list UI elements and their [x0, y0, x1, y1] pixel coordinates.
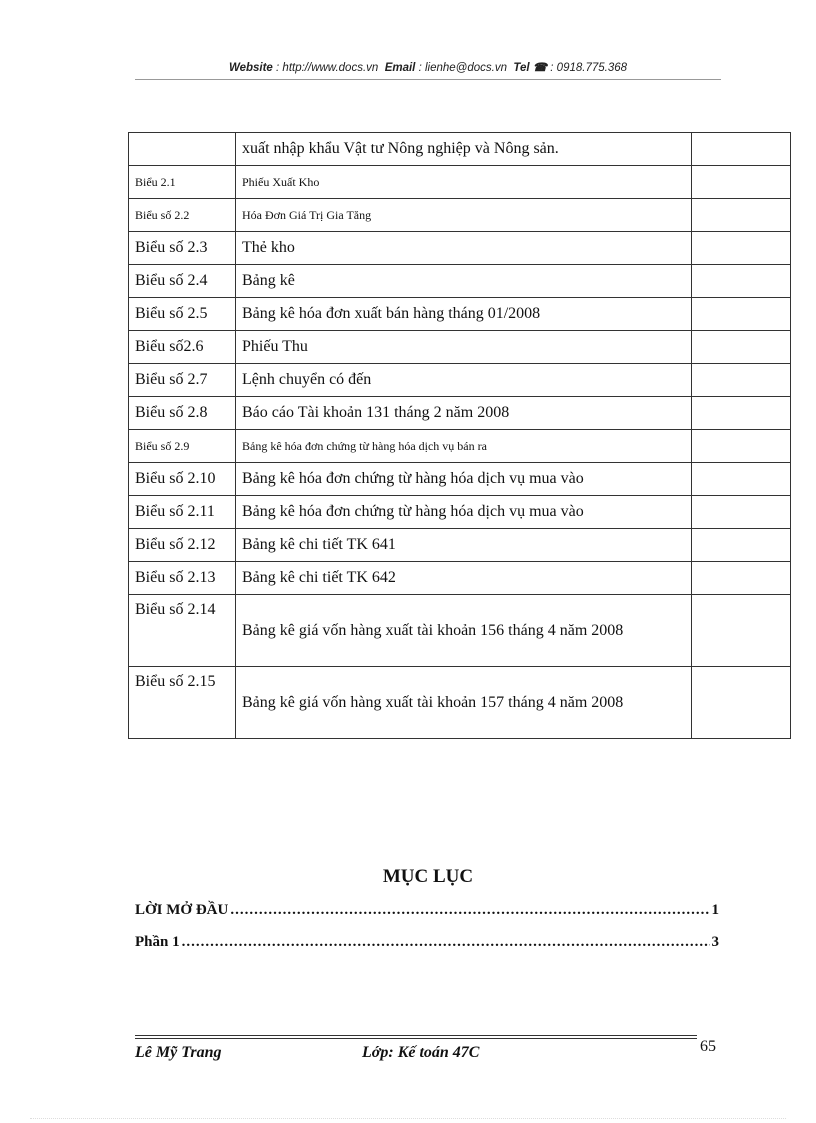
footer-rule — [135, 1038, 697, 1039]
row-page — [692, 397, 791, 430]
row-title: Lệnh chuyển có đến — [236, 364, 692, 397]
toc-leader — [182, 934, 710, 951]
footer-class: Lớp: Kế toán 47C — [362, 1044, 480, 1061]
toc-leader — [230, 902, 709, 919]
row-title: Bảng kê chi tiết TK 642 — [236, 562, 692, 595]
row-code: Biểu số 2.2 — [129, 199, 236, 232]
email-label: Email — [384, 62, 416, 74]
table-row — [129, 232, 791, 265]
table-row — [129, 265, 791, 298]
figure-list-table — [128, 132, 791, 739]
row-page — [692, 496, 791, 529]
toc-entry[interactable] — [135, 902, 719, 924]
row-code: Biểu 2.1 — [129, 166, 236, 199]
row-code: Biểu số 2.15 — [129, 667, 236, 739]
table-row — [129, 529, 791, 562]
row-code: Biểu số 2.3 — [129, 232, 236, 265]
row-code: Biểu số 2.13 — [129, 562, 236, 595]
row-code: Biểu số 2.8 — [129, 397, 236, 430]
row-page — [692, 331, 791, 364]
table-row — [129, 331, 791, 364]
table-row — [129, 166, 791, 199]
row-title: Bảng kê hóa đơn xuất bán hàng tháng 01/2008 — [236, 298, 692, 331]
row-page — [692, 232, 791, 265]
table-row — [129, 595, 791, 667]
row-title: Bảng kê giá vốn hàng xuất tài khoản 156 tháng 4 năm 2008 — [236, 595, 692, 667]
table-row — [129, 199, 791, 232]
row-code: Biểu số 2.4 — [129, 265, 236, 298]
website-url[interactable]: : http://www.docs.vn — [276, 62, 379, 74]
row-title: Bảng kê — [236, 265, 692, 298]
row-code: Biểu số 2.12 — [129, 529, 236, 562]
row-code: Biểu số 2.9 — [129, 430, 236, 463]
toc-entry-label: Phần 1 — [135, 934, 180, 950]
row-title: Phiếu Thu — [236, 331, 692, 364]
row-page — [692, 199, 791, 232]
table-row — [129, 298, 791, 331]
row-title: Hóa Đơn Giá Trị Gia Tăng — [236, 199, 692, 232]
table-row — [129, 562, 791, 595]
row-title: Bảng kê hóa đơn chứng từ hàng hóa dịch vụ mua vào — [236, 463, 692, 496]
row-code: Biểu số 2.5 — [129, 298, 236, 331]
table-row — [129, 364, 791, 397]
tel-number: : 0918.775.368 — [550, 62, 628, 74]
row-page — [692, 133, 791, 166]
table-row — [129, 430, 791, 463]
row-title: Bảng kê chi tiết TK 641 — [236, 529, 692, 562]
table-row — [129, 496, 791, 529]
row-page — [692, 463, 791, 496]
row-code: Biểu số2.6 — [129, 331, 236, 364]
row-code: Biểu số 2.14 — [129, 595, 236, 667]
tel-label: Tel — [513, 62, 530, 74]
row-code — [129, 133, 236, 166]
website-label: Website — [228, 62, 273, 74]
phone-icon: ☎ — [532, 62, 548, 74]
toc-entry-label: LỜI MỞ ĐẦU — [135, 902, 229, 918]
toc-title: MỤC LỤC — [382, 866, 474, 887]
row-page — [692, 166, 791, 199]
row-code: Biểu số 2.10 — [129, 463, 236, 496]
row-page — [692, 595, 791, 667]
row-page — [692, 265, 791, 298]
bottom-divider — [30, 1118, 786, 1119]
toc-entry[interactable] — [135, 934, 719, 956]
row-page — [692, 529, 791, 562]
toc-entry-page: 1 — [711, 902, 719, 918]
row-page — [692, 298, 791, 331]
email-address[interactable]: : lienhe@docs.vn — [418, 62, 507, 74]
row-page — [692, 430, 791, 463]
row-title: xuất nhập khẩu Vật tư Nông nghiệp và Nông sản. — [236, 133, 692, 166]
table-row — [129, 133, 791, 166]
row-title: Bảng kê giá vốn hàng xuất tài khoản 157 tháng 4 năm 2008 — [236, 667, 692, 739]
row-title: Bảng kê hóa đơn chứng từ hàng hóa dịch vụ bán ra — [236, 430, 692, 463]
table-row — [129, 667, 791, 739]
toc-entry-page: 3 — [711, 934, 719, 950]
table-row — [129, 463, 791, 496]
row-title: Báo cáo Tài khoản 131 tháng 2 năm 2008 — [236, 397, 692, 430]
row-page — [692, 562, 791, 595]
row-code: Biểu số 2.7 — [129, 364, 236, 397]
table-row — [129, 397, 791, 430]
row-page — [692, 364, 791, 397]
row-code: Biểu số 2.11 — [129, 496, 236, 529]
row-title: Phiếu Xuất Kho — [236, 166, 692, 199]
page-header — [135, 60, 721, 74]
footer-author: Lê Mỹ Trang — [135, 1044, 222, 1061]
row-title: Thẻ kho — [236, 232, 692, 265]
page-number: 65 — [700, 1038, 716, 1055]
row-page — [692, 667, 791, 739]
header-rule — [135, 79, 721, 80]
footer-rule — [135, 1035, 697, 1036]
row-title: Bảng kê hóa đơn chứng từ hàng hóa dịch vụ mua vào — [236, 496, 692, 529]
